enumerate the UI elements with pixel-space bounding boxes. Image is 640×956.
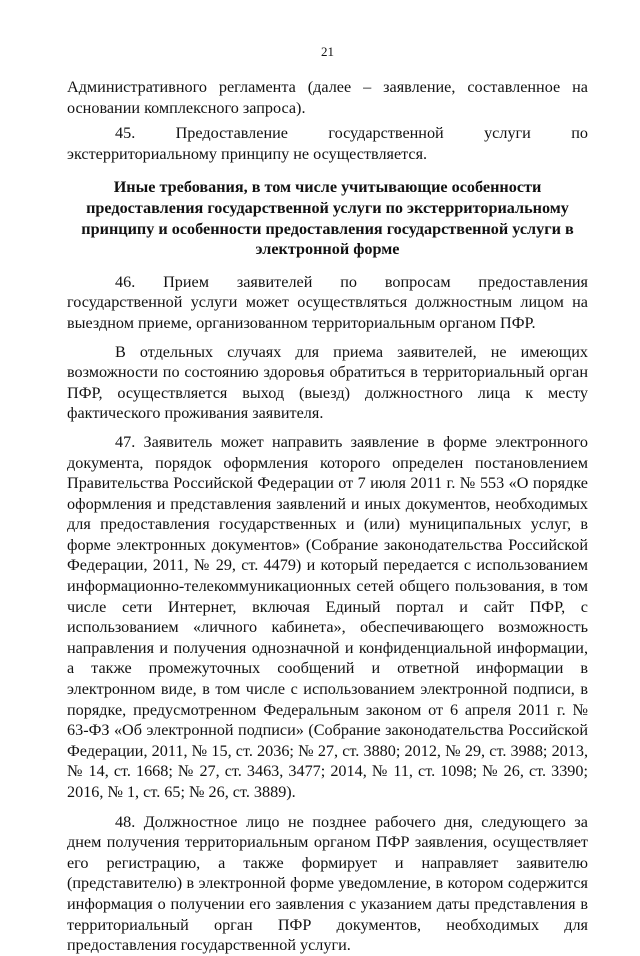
paragraph-45: 45. Предоставление государственной услуги по экстерриториальному принципу не осуществляется.: [67, 124, 588, 163]
paragraph-46: 46. Прием заявителей по вопросам предоставления государственной услуги может осуществляться должностным лицом на выездном приеме, организованном территориальным органом ПФР.: [67, 272, 588, 332]
continuation-paragraph: Административного регламента (далее – заявление, составленное на основании комплексного запроса).: [67, 78, 588, 117]
paragraph-48: 48. Должностное лицо не позднее рабочего дня, следующего за днем получения территориальным органом ПФР заявления, осуществляет его регистрацию, а также формирует и направляет заявителю (представителю) в электронной форме уведомление, в котором содержится информация о получении его заявления с указанием даты представления в территориальный орган ПФР документов, необходимых для предоставления государственной услуги.: [67, 812, 588, 955]
paragraph-47: 47. Заявитель может направить заявление в форме электронного документа, порядок оформления которого определен постановлением Правительства Российской Федерации от 7 июля 2011 г. № 553 «О порядке оформления и представления заявлений и иных документов, необходимых для предоставления государственных и (или) муниципальных услуг, в форме электронных документов» (Собрание законодательства Российской Федерации, 2011, № 29, ст. 4479) и который передается с использованием информационно-телекоммуникационных сетей общего пользования, в том числе сети Интернет, включая Единый портал и сайт ПФР, с использованием «личного кабинета», обеспечивающего возможность направления и получения однозначной и конфиденциальной информации, а также промежуточных сообщений и ответной информации в электронном виде, в том числе с использованием электронной подписи, в порядке, предусмотренном Федеральным законом от 6 апреля 2011 г. № 63-ФЗ «Об электронной подписи» (Собрание законодательства Российской Федерации, 2011, № 15, ст. 2036; № 27, ст. 3880; 2012, № 29, ст. 3988; 2013, № 14, ст. 1668; № 27, ст. 3463, 3477; 2014, № 11, ст. 1098; № 26, ст. 3390; 2016, № 1, ст. 65; № 26, ст. 3889).: [67, 432, 588, 801]
page-number: 21: [321, 44, 334, 59]
paragraph-46-continuation: В отдельных случаях для приема заявителей, не имеющих возможности по состоянию здоровья обратиться в территориальный орган ПФР, осуществляется выход (выезд) должностного лица к месту фактического проживания заявителя.: [67, 342, 588, 423]
section-heading: Иные требования, в том числе учитывающие особенности предоставления государственной услуги по экстерриториальному принципу и особенности предоставления государственной услуги в электронной форме: [81, 178, 574, 259]
